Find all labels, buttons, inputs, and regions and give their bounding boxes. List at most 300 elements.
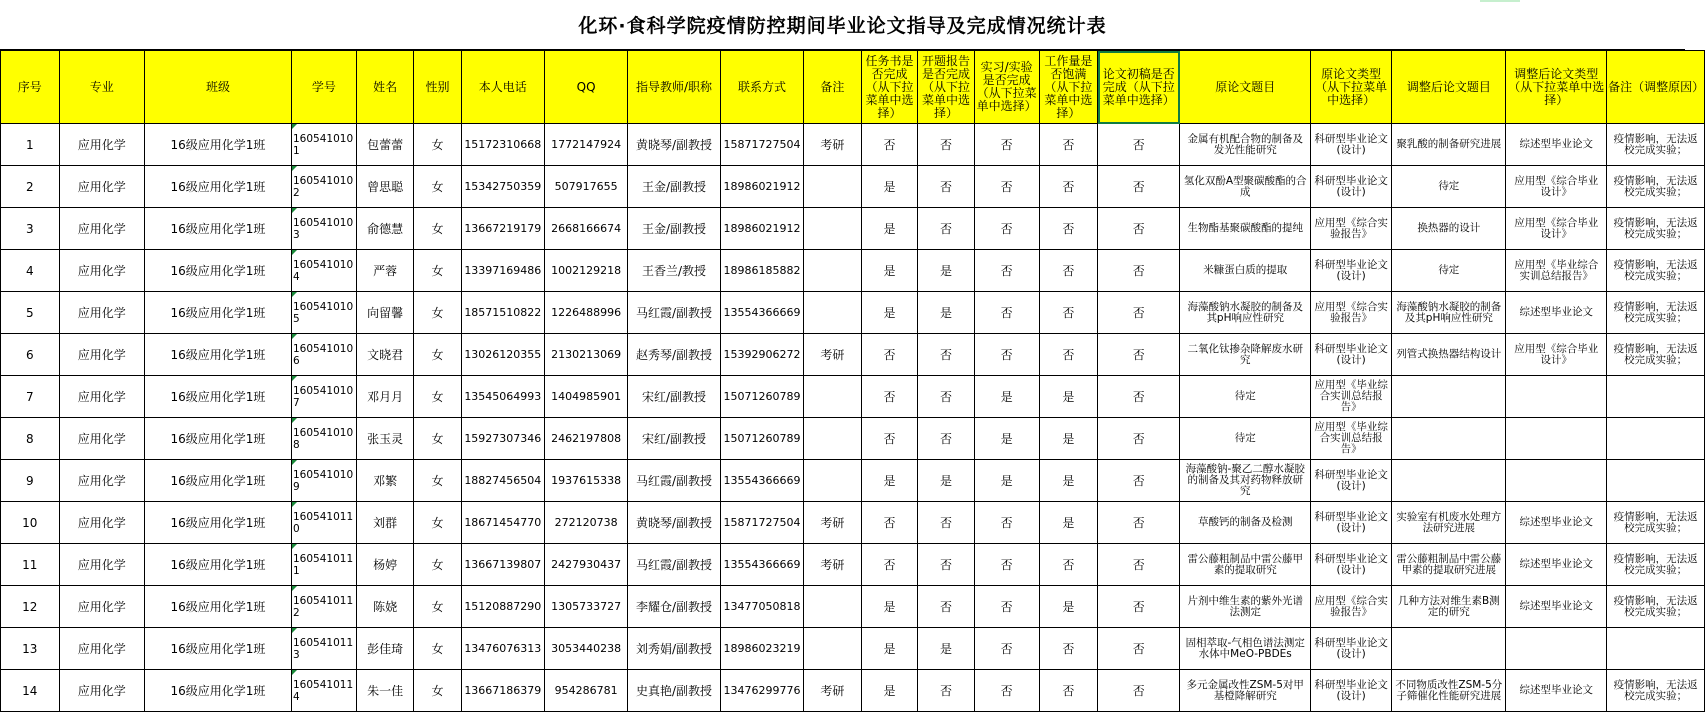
- cell-class[interactable]: 16级应用化学1班: [144, 544, 291, 586]
- cell-advisor[interactable]: 赵秀琴/副教授: [628, 334, 721, 376]
- cell-phone[interactable]: 15342750359: [461, 166, 544, 208]
- cell-remark[interactable]: [804, 460, 862, 502]
- header-adjusted-type[interactable]: 调整后论文类型（从下拉菜单中选择）: [1506, 51, 1607, 124]
- cell-remark[interactable]: [804, 166, 862, 208]
- header-phone[interactable]: 本人电话: [461, 51, 544, 124]
- cell-adjust-reason[interactable]: 疫情影响，无法返校完成实验；: [1607, 292, 1705, 334]
- cell-student-id[interactable]: 1605410107: [292, 376, 357, 418]
- cell-workload[interactable]: 否: [1039, 250, 1098, 292]
- cell-remark[interactable]: [804, 250, 862, 292]
- cell-task-book[interactable]: 是: [861, 250, 918, 292]
- cell-class[interactable]: 16级应用化学1班: [144, 334, 291, 376]
- cell-task-book[interactable]: 是: [861, 166, 918, 208]
- cell-major[interactable]: 应用化学: [59, 670, 144, 712]
- cell-original-type[interactable]: 科研型毕业论文(设计): [1311, 628, 1392, 670]
- header-task-book[interactable]: 任务书是否完成（从下拉菜单中选择）: [861, 51, 918, 124]
- cell-remark[interactable]: [804, 586, 862, 628]
- cell-draft[interactable]: 否: [1098, 166, 1180, 208]
- cell-workload[interactable]: 否: [1039, 670, 1098, 712]
- cell-task-book[interactable]: 否: [861, 124, 918, 166]
- cell-draft[interactable]: 否: [1098, 544, 1180, 586]
- cell-draft[interactable]: 否: [1098, 586, 1180, 628]
- cell-adjusted-title[interactable]: 列管式换热器结构设计: [1392, 334, 1506, 376]
- cell-phone[interactable]: 13667139807: [461, 544, 544, 586]
- cell-qq[interactable]: 3053440238: [544, 628, 627, 670]
- cell-adjusted-type[interactable]: [1506, 460, 1607, 502]
- cell-proposal[interactable]: 否: [918, 376, 975, 418]
- cell-adjust-reason[interactable]: 疫情影响，无法返校完成实验；: [1607, 670, 1705, 712]
- cell-task-book[interactable]: 是: [861, 460, 918, 502]
- cell-workload[interactable]: 否: [1039, 166, 1098, 208]
- cell-contact[interactable]: 18986023219: [720, 628, 803, 670]
- cell-major[interactable]: 应用化学: [59, 250, 144, 292]
- cell-remark[interactable]: [804, 292, 862, 334]
- cell-name[interactable]: 曾思聪: [356, 166, 414, 208]
- header-adjust-reason[interactable]: 备注（调整原因）: [1607, 51, 1705, 124]
- cell-original-type[interactable]: 应用型《毕业综合实训总结报告》: [1311, 418, 1392, 460]
- cell-student-id[interactable]: 1605410111: [292, 544, 357, 586]
- cell-phone[interactable]: 13667186379: [461, 670, 544, 712]
- header-original-type[interactable]: 原论文类型（从下拉菜单中选择）: [1311, 51, 1392, 124]
- cell-adjusted-type[interactable]: 应用型《综合毕业设计》: [1506, 166, 1607, 208]
- cell-adjusted-title[interactable]: [1392, 460, 1506, 502]
- cell-adjust-reason[interactable]: 疫情影响，无法返校完成实验；: [1607, 124, 1705, 166]
- cell-draft[interactable]: 否: [1098, 208, 1180, 250]
- cell-advisor[interactable]: 王香兰/教授: [628, 250, 721, 292]
- cell-draft[interactable]: 否: [1098, 124, 1180, 166]
- cell-name[interactable]: 严蓉: [356, 250, 414, 292]
- cell-original-title[interactable]: 海藻酸钠水凝胶的制备及其pH响应性研究: [1180, 292, 1311, 334]
- cell-name[interactable]: 彭佳琦: [356, 628, 414, 670]
- cell-internship[interactable]: 否: [974, 334, 1039, 376]
- cell-original-title[interactable]: 金属有机配合物的制备及发光性能研究: [1180, 124, 1311, 166]
- cell-draft[interactable]: 否: [1098, 292, 1180, 334]
- cell-remark[interactable]: [804, 208, 862, 250]
- cell-student-id[interactable]: 1605410105: [292, 292, 357, 334]
- cell-name[interactable]: 向留馨: [356, 292, 414, 334]
- cell-adjusted-type[interactable]: [1506, 418, 1607, 460]
- cell-adjust-reason[interactable]: 疫情影响，无法返校完成实验；: [1607, 208, 1705, 250]
- cell-contact[interactable]: 18986185882: [720, 250, 803, 292]
- cell-contact[interactable]: 15071260789: [720, 376, 803, 418]
- cell-class[interactable]: 16级应用化学1班: [144, 628, 291, 670]
- cell-original-title[interactable]: 二氧化钛掺杂降解废水研究: [1180, 334, 1311, 376]
- cell-proposal[interactable]: 否: [918, 208, 975, 250]
- cell-contact[interactable]: 15871727504: [720, 124, 803, 166]
- cell-draft[interactable]: 否: [1098, 334, 1180, 376]
- cell-contact[interactable]: 13554366669: [720, 292, 803, 334]
- cell-contact[interactable]: 13476299776: [720, 670, 803, 712]
- cell-draft[interactable]: 否: [1098, 502, 1180, 544]
- cell-student-id[interactable]: 1605410113: [292, 628, 357, 670]
- cell-index[interactable]: 9: [1, 460, 60, 502]
- cell-proposal[interactable]: 否: [918, 502, 975, 544]
- cell-gender[interactable]: 女: [414, 628, 461, 670]
- header-workload[interactable]: 工作量是否饱满（从下拉菜单中选择）: [1039, 51, 1098, 124]
- cell-workload[interactable]: 否: [1039, 628, 1098, 670]
- cell-proposal[interactable]: 否: [918, 670, 975, 712]
- header-qq[interactable]: QQ: [544, 51, 627, 124]
- cell-proposal[interactable]: 是: [918, 250, 975, 292]
- cell-original-type[interactable]: 科研型毕业论文(设计): [1311, 460, 1392, 502]
- cell-phone[interactable]: 15927307346: [461, 418, 544, 460]
- cell-class[interactable]: 16级应用化学1班: [144, 460, 291, 502]
- cell-major[interactable]: 应用化学: [59, 292, 144, 334]
- cell-gender[interactable]: 女: [414, 208, 461, 250]
- cell-qq[interactable]: 2668166674: [544, 208, 627, 250]
- cell-student-id[interactable]: 1605410108: [292, 418, 357, 460]
- header-index[interactable]: 序号: [1, 51, 60, 124]
- cell-proposal[interactable]: 否: [918, 166, 975, 208]
- cell-workload[interactable]: 否: [1039, 124, 1098, 166]
- cell-remark[interactable]: 考研: [804, 124, 862, 166]
- cell-advisor[interactable]: 王金/副教授: [628, 166, 721, 208]
- cell-adjusted-title[interactable]: [1392, 376, 1506, 418]
- cell-proposal[interactable]: 是: [918, 460, 975, 502]
- cell-internship[interactable]: 否: [974, 124, 1039, 166]
- cell-original-type[interactable]: 应用型《综合实验报告》: [1311, 586, 1392, 628]
- cell-task-book[interactable]: 是: [861, 670, 918, 712]
- cell-name[interactable]: 朱一佳: [356, 670, 414, 712]
- cell-index[interactable]: 10: [1, 502, 60, 544]
- cell-adjusted-title[interactable]: 换热器的设计: [1392, 208, 1506, 250]
- cell-phone[interactable]: 18827456504: [461, 460, 544, 502]
- cell-contact[interactable]: 13477050818: [720, 586, 803, 628]
- cell-major[interactable]: 应用化学: [59, 208, 144, 250]
- cell-major[interactable]: 应用化学: [59, 124, 144, 166]
- cell-index[interactable]: 13: [1, 628, 60, 670]
- cell-workload[interactable]: 是: [1039, 502, 1098, 544]
- cell-original-title[interactable]: 多元金属改性ZSM-5对甲基橙降解研究: [1180, 670, 1311, 712]
- cell-gender[interactable]: 女: [414, 376, 461, 418]
- cell-phone[interactable]: 13476076313: [461, 628, 544, 670]
- cell-proposal[interactable]: 否: [918, 124, 975, 166]
- cell-gender[interactable]: 女: [414, 502, 461, 544]
- cell-gender[interactable]: 女: [414, 292, 461, 334]
- cell-advisor[interactable]: 史真艳/副教授: [628, 670, 721, 712]
- cell-original-type[interactable]: 科研型毕业论文(设计): [1311, 166, 1392, 208]
- cell-adjusted-title[interactable]: 几种方法对维生素B测定的研究: [1392, 586, 1506, 628]
- cell-adjusted-title[interactable]: [1392, 628, 1506, 670]
- cell-adjusted-title[interactable]: 雷公藤粗制品中雷公藤甲素的提取研究进展: [1392, 544, 1506, 586]
- header-gender[interactable]: 性别: [414, 51, 461, 124]
- cell-qq[interactable]: 2130213069: [544, 334, 627, 376]
- cell-original-type[interactable]: 科研型毕业论文(设计): [1311, 250, 1392, 292]
- cell-gender[interactable]: 女: [414, 334, 461, 376]
- header-adjusted-title[interactable]: 调整后论文题目: [1392, 51, 1506, 124]
- cell-internship[interactable]: 是: [974, 418, 1039, 460]
- cell-task-book[interactable]: 是: [861, 208, 918, 250]
- cell-index[interactable]: 6: [1, 334, 60, 376]
- cell-workload[interactable]: 否: [1039, 208, 1098, 250]
- cell-workload[interactable]: 是: [1039, 376, 1098, 418]
- cell-original-type[interactable]: 科研型毕业论文(设计): [1311, 334, 1392, 376]
- cell-major[interactable]: 应用化学: [59, 166, 144, 208]
- header-proposal[interactable]: 开题报告是否完成（从下拉菜单中选择）: [918, 51, 975, 124]
- cell-student-id[interactable]: 1605410104: [292, 250, 357, 292]
- cell-student-id[interactable]: 1605410112: [292, 586, 357, 628]
- cell-name[interactable]: 包蕾蕾: [356, 124, 414, 166]
- cell-gender[interactable]: 女: [414, 124, 461, 166]
- header-contact[interactable]: 联系方式: [720, 51, 803, 124]
- cell-workload[interactable]: 否: [1039, 292, 1098, 334]
- cell-index[interactable]: 14: [1, 670, 60, 712]
- cell-remark[interactable]: [804, 628, 862, 670]
- header-remark[interactable]: 备注: [804, 51, 862, 124]
- cell-class[interactable]: 16级应用化学1班: [144, 292, 291, 334]
- header-student-id[interactable]: 学号: [292, 51, 357, 124]
- cell-student-id[interactable]: 1605410101: [292, 124, 357, 166]
- cell-workload[interactable]: 否: [1039, 334, 1098, 376]
- cell-qq[interactable]: 2462197808: [544, 418, 627, 460]
- cell-index[interactable]: 1: [1, 124, 60, 166]
- cell-major[interactable]: 应用化学: [59, 628, 144, 670]
- cell-proposal[interactable]: 否: [918, 544, 975, 586]
- cell-original-type[interactable]: 应用型《综合实验报告》: [1311, 292, 1392, 334]
- cell-index[interactable]: 2: [1, 166, 60, 208]
- cell-original-title[interactable]: 固相萃取-气相色谱法测定水体中MeO-PBDEs: [1180, 628, 1311, 670]
- header-draft[interactable]: 论文初稿是否完成（从下拉菜单中选择）: [1098, 51, 1180, 124]
- cell-original-title[interactable]: 海藻酸钠-聚乙二醇水凝胶的制备及其对药物释放研究: [1180, 460, 1311, 502]
- cell-name[interactable]: 俞德慧: [356, 208, 414, 250]
- cell-major[interactable]: 应用化学: [59, 418, 144, 460]
- cell-phone[interactable]: 18671454770: [461, 502, 544, 544]
- cell-internship[interactable]: 否: [974, 502, 1039, 544]
- cell-class[interactable]: 16级应用化学1班: [144, 502, 291, 544]
- cell-advisor[interactable]: 李耀仓/副教授: [628, 586, 721, 628]
- cell-adjust-reason[interactable]: 疫情影响，无法返校完成实验；: [1607, 166, 1705, 208]
- cell-advisor[interactable]: 王金/副教授: [628, 208, 721, 250]
- cell-index[interactable]: 4: [1, 250, 60, 292]
- cell-remark[interactable]: 考研: [804, 502, 862, 544]
- header-name[interactable]: 姓名: [356, 51, 414, 124]
- cell-gender[interactable]: 女: [414, 460, 461, 502]
- cell-major[interactable]: 应用化学: [59, 334, 144, 376]
- cell-remark[interactable]: [804, 376, 862, 418]
- cell-adjusted-type[interactable]: 综述型毕业论文: [1506, 502, 1607, 544]
- sheet-title[interactable]: 化环·食科学院疫情防控期间毕业论文指导及完成情况统计表: [0, 0, 1685, 50]
- cell-adjusted-title[interactable]: [1392, 418, 1506, 460]
- cell-internship[interactable]: 否: [974, 544, 1039, 586]
- cell-gender[interactable]: 女: [414, 586, 461, 628]
- cell-original-type[interactable]: 应用型《综合实验报告》: [1311, 208, 1392, 250]
- cell-task-book[interactable]: 是: [861, 628, 918, 670]
- cell-major[interactable]: 应用化学: [59, 502, 144, 544]
- cell-proposal[interactable]: 否: [918, 334, 975, 376]
- cell-student-id[interactable]: 1605410109: [292, 460, 357, 502]
- cell-contact[interactable]: 15871727504: [720, 502, 803, 544]
- cell-phone[interactable]: 13397169486: [461, 250, 544, 292]
- cell-qq[interactable]: 507917655: [544, 166, 627, 208]
- cell-major[interactable]: 应用化学: [59, 460, 144, 502]
- cell-qq[interactable]: 1937615338: [544, 460, 627, 502]
- cell-proposal[interactable]: 是: [918, 292, 975, 334]
- cell-original-title[interactable]: 待定: [1180, 418, 1311, 460]
- cell-advisor[interactable]: 宋红/副教授: [628, 418, 721, 460]
- cell-remark[interactable]: 考研: [804, 544, 862, 586]
- cell-task-book[interactable]: 是: [861, 292, 918, 334]
- cell-adjusted-type[interactable]: 综述型毕业论文: [1506, 544, 1607, 586]
- cell-adjusted-type[interactable]: 应用型《综合毕业设计》: [1506, 208, 1607, 250]
- cell-index[interactable]: 7: [1, 376, 60, 418]
- cell-class[interactable]: 16级应用化学1班: [144, 166, 291, 208]
- cell-contact[interactable]: 13554366669: [720, 460, 803, 502]
- cell-adjust-reason[interactable]: [1607, 418, 1705, 460]
- cell-adjusted-type[interactable]: 综述型毕业论文: [1506, 670, 1607, 712]
- cell-draft[interactable]: 否: [1098, 628, 1180, 670]
- cell-gender[interactable]: 女: [414, 670, 461, 712]
- cell-adjust-reason[interactable]: 疫情影响，无法返校完成实验；: [1607, 250, 1705, 292]
- cell-student-id[interactable]: 1605410110: [292, 502, 357, 544]
- cell-task-book[interactable]: 是: [861, 586, 918, 628]
- cell-name[interactable]: 张玉灵: [356, 418, 414, 460]
- cell-qq[interactable]: 2427930437: [544, 544, 627, 586]
- cell-internship[interactable]: 是: [974, 460, 1039, 502]
- cell-contact[interactable]: 15071260789: [720, 418, 803, 460]
- cell-task-book[interactable]: 否: [861, 376, 918, 418]
- cell-gender[interactable]: 女: [414, 418, 461, 460]
- cell-class[interactable]: 16级应用化学1班: [144, 208, 291, 250]
- cell-name[interactable]: 邓繁: [356, 460, 414, 502]
- cell-internship[interactable]: 否: [974, 628, 1039, 670]
- cell-adjust-reason[interactable]: [1607, 376, 1705, 418]
- cell-internship[interactable]: 否: [974, 208, 1039, 250]
- cell-class[interactable]: 16级应用化学1班: [144, 250, 291, 292]
- cell-adjusted-type[interactable]: [1506, 628, 1607, 670]
- cell-major[interactable]: 应用化学: [59, 376, 144, 418]
- cell-gender[interactable]: 女: [414, 250, 461, 292]
- cell-internship[interactable]: 否: [974, 586, 1039, 628]
- cell-draft[interactable]: 否: [1098, 670, 1180, 712]
- cell-adjusted-title[interactable]: 不同物质改性ZSM-5分子筛催化性能研究进展: [1392, 670, 1506, 712]
- cell-remark[interactable]: 考研: [804, 334, 862, 376]
- cell-advisor[interactable]: 马红霞/副教授: [628, 460, 721, 502]
- cell-adjust-reason[interactable]: 疫情影响，无法返校完成实验；: [1607, 544, 1705, 586]
- cell-proposal[interactable]: 是: [918, 628, 975, 670]
- cell-adjust-reason[interactable]: [1607, 460, 1705, 502]
- cell-adjusted-title[interactable]: 待定: [1392, 250, 1506, 292]
- cell-original-title[interactable]: 氢化双酚A型聚碳酸酯的合成: [1180, 166, 1311, 208]
- cell-contact[interactable]: 18986021912: [720, 166, 803, 208]
- cell-remark[interactable]: [804, 418, 862, 460]
- cell-original-title[interactable]: 待定: [1180, 376, 1311, 418]
- cell-qq[interactable]: 954286781: [544, 670, 627, 712]
- cell-draft[interactable]: 否: [1098, 460, 1180, 502]
- cell-student-id[interactable]: 1605410106: [292, 334, 357, 376]
- cell-adjusted-title[interactable]: 实验室有机废水处理方法研究进展: [1392, 502, 1506, 544]
- cell-major[interactable]: 应用化学: [59, 586, 144, 628]
- cell-original-type[interactable]: 科研型毕业论文(设计): [1311, 124, 1392, 166]
- cell-draft[interactable]: 否: [1098, 250, 1180, 292]
- cell-original-title[interactable]: 草酸钙的制备及检测: [1180, 502, 1311, 544]
- cell-original-title[interactable]: 米糠蛋白质的提取: [1180, 250, 1311, 292]
- cell-adjust-reason[interactable]: 疫情影响，无法返校完成实验；: [1607, 586, 1705, 628]
- header-class[interactable]: 班级: [144, 51, 291, 124]
- cell-qq[interactable]: 1404985901: [544, 376, 627, 418]
- cell-index[interactable]: 11: [1, 544, 60, 586]
- cell-phone[interactable]: 18571510822: [461, 292, 544, 334]
- cell-adjusted-title[interactable]: 海藻酸钠水凝胶的制备及其pH响应性研究: [1392, 292, 1506, 334]
- cell-adjust-reason[interactable]: 疫情影响，无法返校完成实验；: [1607, 334, 1705, 376]
- cell-index[interactable]: 3: [1, 208, 60, 250]
- cell-internship[interactable]: 是: [974, 376, 1039, 418]
- cell-internship[interactable]: 否: [974, 166, 1039, 208]
- header-major[interactable]: 专业: [59, 51, 144, 124]
- cell-adjust-reason[interactable]: 疫情影响，无法返校完成实验；: [1607, 502, 1705, 544]
- cell-qq[interactable]: 272120738: [544, 502, 627, 544]
- cell-workload[interactable]: 是: [1039, 460, 1098, 502]
- cell-contact[interactable]: 18986021912: [720, 208, 803, 250]
- cell-proposal[interactable]: 否: [918, 586, 975, 628]
- cell-student-id[interactable]: 1605410103: [292, 208, 357, 250]
- cell-class[interactable]: 16级应用化学1班: [144, 418, 291, 460]
- cell-original-title[interactable]: 雷公藤粗制品中雷公藤甲素的提取研究: [1180, 544, 1311, 586]
- cell-name[interactable]: 陈娆: [356, 586, 414, 628]
- cell-adjusted-type[interactable]: 综述型毕业论文: [1506, 124, 1607, 166]
- cell-adjusted-title[interactable]: 待定: [1392, 166, 1506, 208]
- cell-original-title[interactable]: 生物酯基聚碳酸酯的提纯: [1180, 208, 1311, 250]
- cell-original-type[interactable]: 科研型毕业论文(设计): [1311, 670, 1392, 712]
- cell-original-type[interactable]: 科研型毕业论文(设计): [1311, 502, 1392, 544]
- cell-qq[interactable]: 1226488996: [544, 292, 627, 334]
- cell-adjusted-title[interactable]: 聚乳酸的制备研究进展: [1392, 124, 1506, 166]
- cell-original-type[interactable]: 科研型毕业论文(设计): [1311, 544, 1392, 586]
- cell-phone[interactable]: 15172310668: [461, 124, 544, 166]
- cell-advisor[interactable]: 黄晓琴/副教授: [628, 124, 721, 166]
- cell-index[interactable]: 8: [1, 418, 60, 460]
- cell-advisor[interactable]: 宋红/副教授: [628, 376, 721, 418]
- cell-workload[interactable]: 否: [1039, 544, 1098, 586]
- cell-draft[interactable]: 否: [1098, 376, 1180, 418]
- cell-adjusted-type[interactable]: 应用型《综合毕业设计》: [1506, 334, 1607, 376]
- cell-adjusted-type[interactable]: [1506, 376, 1607, 418]
- cell-original-title[interactable]: 片剂中维生素的紫外光谱法测定: [1180, 586, 1311, 628]
- cell-task-book[interactable]: 否: [861, 544, 918, 586]
- cell-internship[interactable]: 否: [974, 250, 1039, 292]
- cell-class[interactable]: 16级应用化学1班: [144, 670, 291, 712]
- cell-name[interactable]: 文晓君: [356, 334, 414, 376]
- cell-proposal[interactable]: 否: [918, 418, 975, 460]
- cell-internship[interactable]: 否: [974, 670, 1039, 712]
- cell-advisor[interactable]: 马红霞/副教授: [628, 544, 721, 586]
- cell-internship[interactable]: 否: [974, 292, 1039, 334]
- cell-phone[interactable]: 13026120355: [461, 334, 544, 376]
- cell-workload[interactable]: 是: [1039, 418, 1098, 460]
- cell-adjusted-type[interactable]: 综述型毕业论文: [1506, 292, 1607, 334]
- cell-index[interactable]: 5: [1, 292, 60, 334]
- cell-contact[interactable]: 13554366669: [720, 544, 803, 586]
- cell-student-id[interactable]: 1605410102: [292, 166, 357, 208]
- cell-advisor[interactable]: 黄晓琴/副教授: [628, 502, 721, 544]
- cell-contact[interactable]: 15392906272: [720, 334, 803, 376]
- cell-student-id[interactable]: 1605410114: [292, 670, 357, 712]
- cell-name[interactable]: 邓月月: [356, 376, 414, 418]
- cell-qq[interactable]: 1002129218: [544, 250, 627, 292]
- cell-phone[interactable]: 13667219179: [461, 208, 544, 250]
- cell-major[interactable]: 应用化学: [59, 544, 144, 586]
- cell-advisor[interactable]: 刘秀娟/副教授: [628, 628, 721, 670]
- cell-draft[interactable]: 否: [1098, 418, 1180, 460]
- cell-gender[interactable]: 女: [414, 544, 461, 586]
- cell-index[interactable]: 12: [1, 586, 60, 628]
- cell-adjusted-type[interactable]: 应用型《毕业综合实训总结报告》: [1506, 250, 1607, 292]
- cell-remark[interactable]: 考研: [804, 670, 862, 712]
- cell-task-book[interactable]: 否: [861, 418, 918, 460]
- cell-class[interactable]: 16级应用化学1班: [144, 376, 291, 418]
- cell-name[interactable]: 杨婷: [356, 544, 414, 586]
- cell-phone[interactable]: 15120887290: [461, 586, 544, 628]
- cell-adjusted-type[interactable]: 综述型毕业论文: [1506, 586, 1607, 628]
